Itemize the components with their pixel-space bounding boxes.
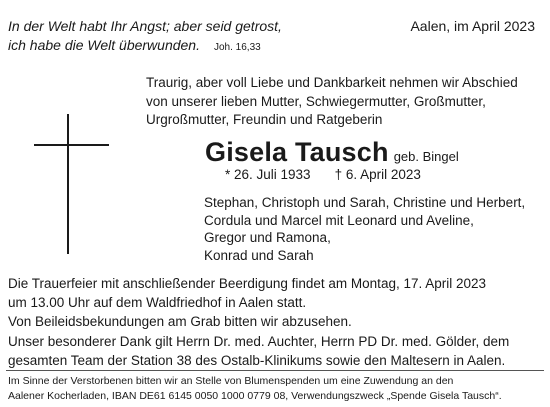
cross-icon [34, 114, 109, 254]
funeral-line: Die Trauerfeier mit anschließender Beerdigung findet am Montag, 17. April 2023 [8, 276, 487, 291]
farewell-intro [146, 74, 518, 130]
intro-line: Traurig, aber voll Liebe und Dankbarkeit nehmen wir Abschied [146, 75, 518, 90]
funeral-details [8, 275, 486, 312]
condolence-note: Von Beileidsbekundungen am Grab bitten wir abzusehen. [8, 314, 352, 329]
thanks-note [8, 333, 509, 370]
cross-vertical-bar [67, 114, 69, 254]
donation-note [8, 374, 502, 403]
funeral-line: um 13.00 Uhr auf dem Waldfriedhof in Aalen statt. [8, 294, 307, 310]
verse-line-2 [8, 36, 282, 57]
intro-line: Urgroßmutter, Freundin und Ratgeberin [146, 112, 383, 127]
mourners-line: Konrad und Sarah [204, 247, 314, 263]
thanks-line: gesamten Team der Station 38 des Ostalb-Klinikums sowie den Maltesern in Aalen. [8, 352, 506, 368]
deceased-name: Gisela Tausch [205, 137, 389, 167]
death-date: † 6. April 2023 [334, 167, 421, 182]
mourners-line: Stephan, Christoph und Sarah, Christine und Herbert, [204, 195, 526, 210]
mourners-line: Cordula und Marcel mit Leonard und Aveline, [204, 212, 474, 228]
verse-reference: Joh. 16,33 [213, 42, 261, 53]
bible-verse [8, 17, 282, 57]
verse-line-2-text: ich habe die Welt überwunden. [8, 37, 200, 53]
cross-horizontal-bar [34, 144, 109, 146]
thanks-line: Unser besonderer Dank gilt Herrn Dr. med. Auchter, Herrn PD Dr. med. Gölder, dem [8, 334, 510, 349]
birth-date: * 26. Juli 1933 [225, 167, 311, 182]
verse-line-1: In der Welt habt Ihr Angst; aber seid getrost, [8, 18, 282, 34]
mourners-line: Gregor und Ramona, [204, 230, 331, 245]
divider [6, 370, 544, 371]
donation-line: Aalener Kocherladen, IBAN DE61 6145 0050 1000 0779 08, Verwendungszweck „Spende Gisela Tausch“. [8, 389, 502, 402]
donation-line: Im Sinne der Verstorbenen bitten wir an Stelle von Blumenspenden um eine Zuwendung an den [8, 375, 454, 387]
birth-name: geb. Bingel [393, 149, 459, 164]
intro-line: von unserer lieben Mutter, Schwiegermutter, Großmutter, [146, 93, 486, 109]
life-dates [225, 166, 421, 184]
place-and-date: Aalen, im April 2023 [410, 18, 535, 34]
mourners-list [204, 194, 525, 264]
